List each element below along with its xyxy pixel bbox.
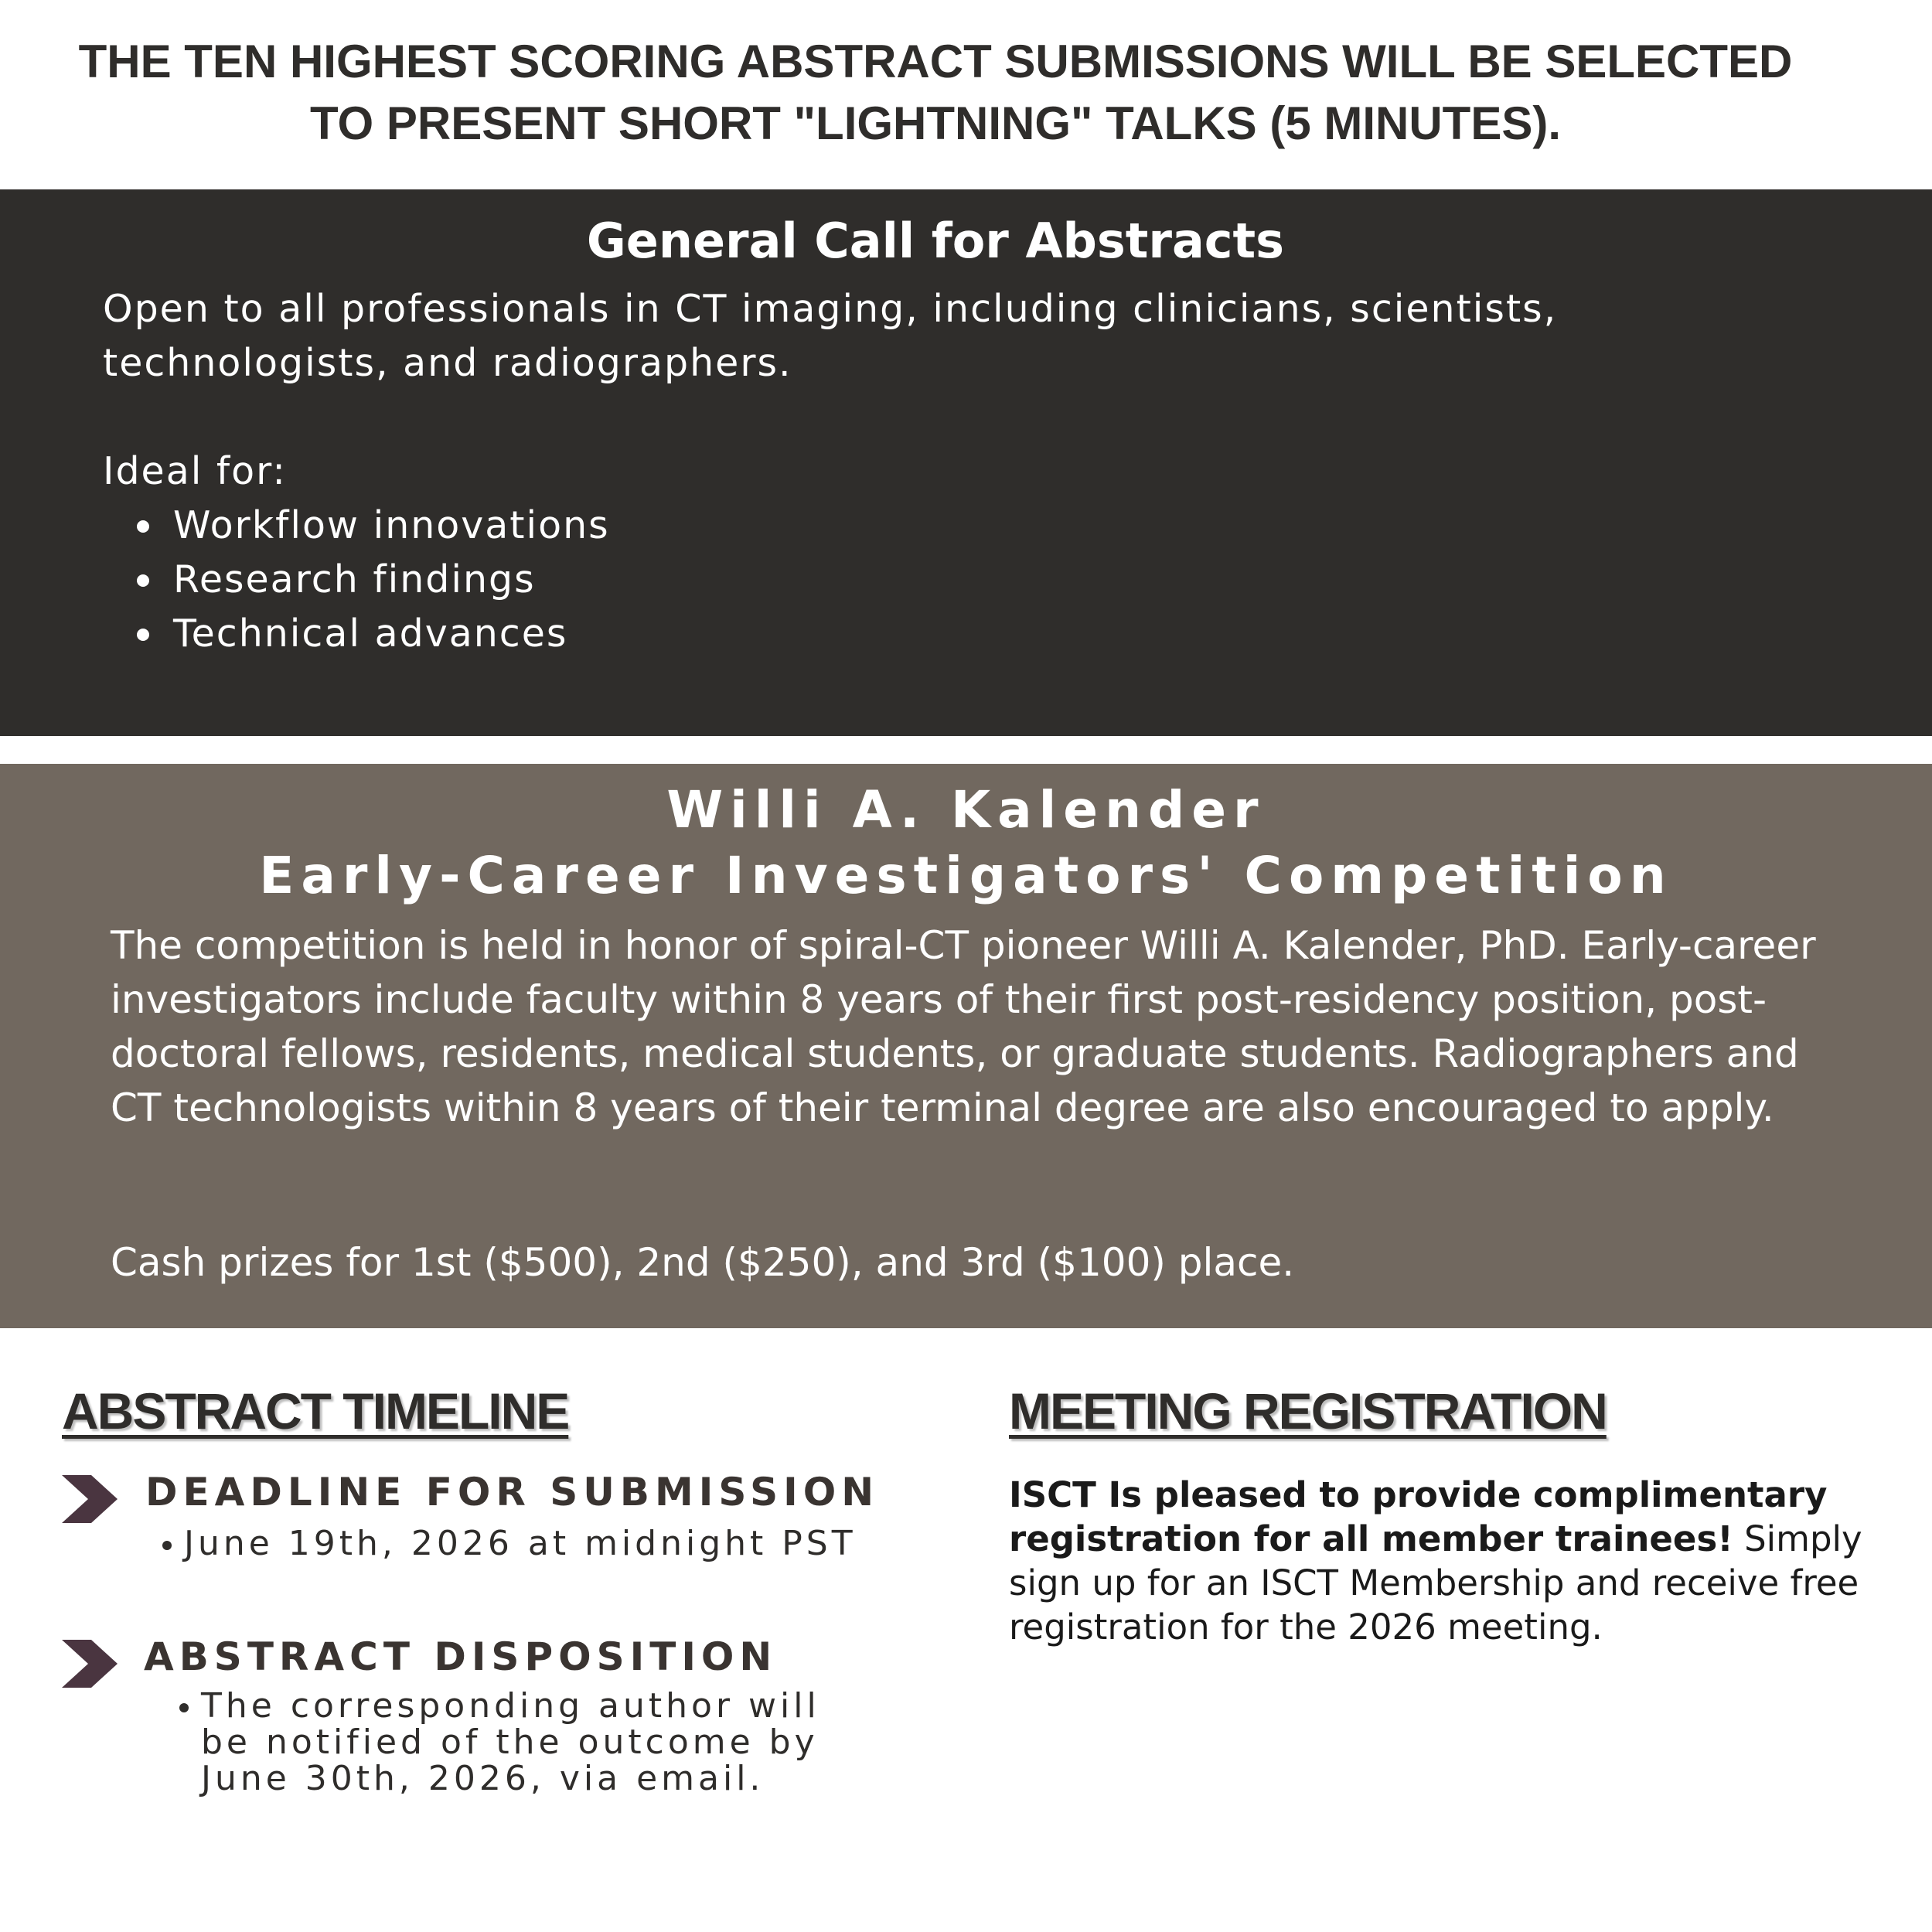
- abstract-timeline-heading: ABSTRACT TIMELINE: [62, 1382, 569, 1440]
- ideal-for-item: Research findings: [137, 553, 1842, 607]
- general-call-panel: [0, 189, 1932, 736]
- disposition-title: ABSTRACT DISPOSITION: [144, 1634, 778, 1679]
- general-call-intro: Open to all professionals in CT imaging, including clinicians, scientists, technologists, and radiographers.: [103, 287, 1558, 385]
- ideal-for-item: Technical advances: [137, 607, 1842, 661]
- competition-title-line-2: Early-Career Investigators' Competition: [259, 846, 1673, 905]
- registration-text: [1009, 1473, 1875, 1649]
- chevron-right-icon: [62, 1475, 118, 1523]
- chevron-right-icon: [62, 1640, 118, 1688]
- selection-note: [0, 31, 1871, 155]
- registration-bold-text: ISCT Is pleased to provide complimentary registration for all member trainees!: [1009, 1474, 1828, 1559]
- ideal-for-list: [137, 499, 1842, 661]
- disposition-detail: The corresponding author will be notified of the outcome by June 30th, 2026, via email.: [179, 1688, 875, 1797]
- general-call-body: [103, 282, 1842, 661]
- competition-description: The competition is held in honor of spiral-CT pioneer Willi A. Kalender, PhD. Early-career investigators include faculty within 8 years of their first post-residency position, post-doctoral fellows, residents, medical students, or graduate students. Radiographers and CT technologists within 8 years of their terminal degree are also encouraged to apply.: [111, 923, 1816, 1130]
- deadline-detail: June 19th, 2026 at midnight PST: [162, 1525, 889, 1562]
- meeting-registration-heading: MEETING REGISTRATION: [1009, 1382, 1607, 1440]
- ideal-for-label: Ideal for:: [103, 449, 287, 493]
- registration-rest-text: Simply sign up for an ISCT Membership and receive free registration for the 2026 meeting.: [1009, 1518, 1862, 1647]
- selection-note-line-1: THE TEN HIGHEST SCORING ABSTRACT SUBMISSIONS WILL BE SELECTED: [78, 36, 1793, 87]
- competition-panel: [0, 764, 1932, 1328]
- competition-title-line-1: Willi A. Kalender: [666, 780, 1266, 840]
- general-call-title: General Call for Abstracts: [586, 213, 1285, 269]
- selection-note-line-2: TO PRESENT SHORT "LIGHTNING" TALKS (5 MINUTES).: [309, 97, 1562, 149]
- competition-prizes: Cash prizes for 1st ($500), 2nd ($250), and 3rd ($100) place.: [111, 1240, 1295, 1285]
- ideal-for-item: Workflow innovations: [137, 499, 1842, 553]
- deadline-title: DEADLINE FOR SUBMISSION: [145, 1470, 880, 1515]
